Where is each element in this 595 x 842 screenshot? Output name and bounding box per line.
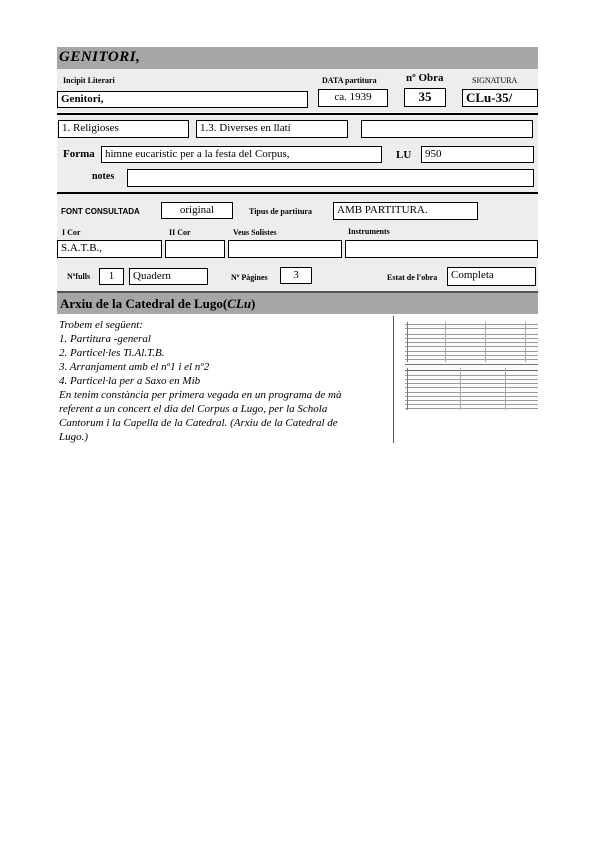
incipit-field[interactable]: Genitori, [57, 91, 308, 108]
archive-line: En tenim constància per primera vegada en un programa de mà [59, 389, 342, 401]
data-partitura-field[interactable]: ca. 1939 [318, 89, 388, 107]
n-fulls-label: Nºfulls [67, 272, 91, 281]
column-separator [393, 316, 394, 443]
n-pagines-label: Nº Pàgines [231, 273, 268, 282]
font-consultada-label: FONT CONSULTADA [61, 207, 140, 216]
estat-obra-field[interactable]: Completa [447, 267, 536, 286]
instruments-field[interactable] [345, 240, 538, 258]
archive-line: 4. Particel·la per a Saxo en Mib [59, 375, 201, 387]
archive-line: 1. Partitura -general [59, 333, 151, 345]
lu-label: LU [396, 149, 412, 161]
ii-cor-field[interactable] [165, 240, 225, 258]
archive-line: Cantorum i la Capella de la Catedral. (Arxiu de la Catedral de [59, 417, 338, 429]
categoria-1-field[interactable]: 1. Religioses [58, 120, 189, 138]
n-fulls-field[interactable]: 1 [99, 268, 124, 285]
veus-solistes-label: Veus Solistes [233, 228, 277, 237]
categoria-3-field[interactable] [361, 120, 533, 138]
incipit-label: Incipit Literari [63, 76, 115, 85]
archive-heading-code: CLu [227, 296, 252, 311]
instruments-label: Instruments [348, 227, 390, 236]
score-thumbnail-icon [405, 320, 538, 412]
font-consultada-field[interactable]: original [161, 202, 233, 219]
archive-line: 2. Particel·les Ti.Al.T.B. [59, 347, 165, 359]
tipus-partitura-label: Tipus de partitura [249, 207, 312, 216]
archive-notes [59, 318, 389, 444]
i-cor-label: I Cor [62, 228, 81, 237]
archive-line: Lugo.) [59, 431, 89, 443]
categoria-2-field[interactable]: 1.3. Diverses en llatí [196, 120, 348, 138]
data-partitura-label: DATA partitura [322, 76, 377, 85]
n-obra-label: nº Obra [406, 72, 444, 84]
format-field[interactable]: Quadern [129, 268, 208, 285]
archive-heading [60, 296, 255, 312]
signatura-label: SIGNATURA [472, 76, 518, 85]
n-obra-field[interactable]: 35 [404, 88, 446, 107]
archive-line: 3. Arranjament amb el nº1 i el nº2 [59, 361, 210, 373]
veus-solistes-field[interactable] [228, 240, 342, 258]
estat-obra-label: Estat de l'obra [387, 273, 438, 282]
notes-field[interactable] [127, 169, 534, 187]
signatura-field[interactable]: CLu-35/ [462, 89, 538, 107]
page-title: GENITORI, [59, 49, 141, 65]
forma-field[interactable]: himne eucarístic per a la festa del Corpus, [101, 146, 382, 163]
archive-line: referent a un concert el dia del Corpus a Lugo, per la Schola [59, 403, 328, 415]
archive-line: Trobem el següent: [59, 319, 143, 331]
ii-cor-label: II Cor [169, 228, 191, 237]
forma-label: Forma [63, 148, 95, 160]
archive-heading-close: ) [251, 296, 256, 311]
tipus-partitura-field[interactable]: AMB PARTITURA. [333, 202, 478, 220]
notes-label: notes [92, 171, 115, 182]
i-cor-field[interactable]: S.A.T.B., [57, 240, 162, 258]
lu-field[interactable]: 950 [421, 146, 534, 163]
archive-heading-text: Arxiu de la Catedral de Lugo( [60, 296, 228, 311]
n-pagines-field[interactable]: 3 [280, 267, 312, 284]
